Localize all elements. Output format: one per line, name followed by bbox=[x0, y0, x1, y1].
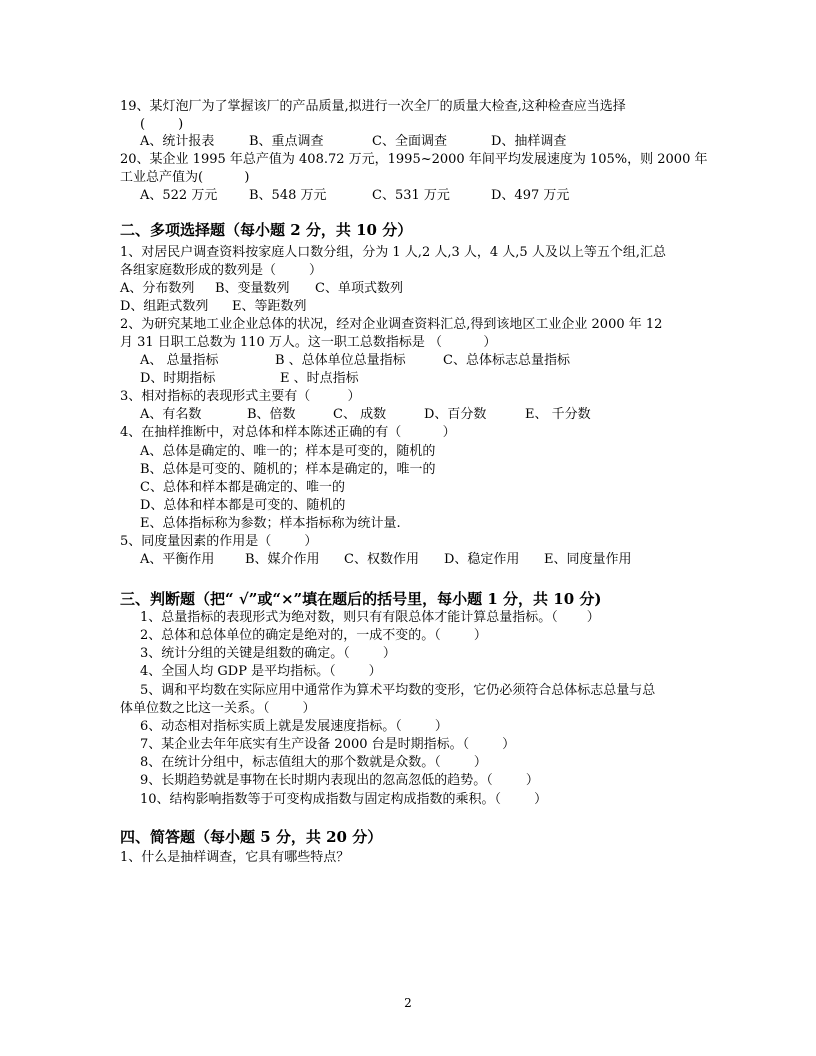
mq1-option-d: D、组距式数列 bbox=[120, 299, 209, 314]
q20-option-c: C、531 万元 bbox=[372, 188, 450, 203]
section-2-heading: 二、多项选择题（每小题 2 分，共 10 分） bbox=[120, 221, 413, 239]
mq4-option-d: D、总体和样本都是可变的、随机的 bbox=[140, 498, 346, 513]
q19-answer-blank: ( ) bbox=[140, 117, 184, 132]
q19-option-b: B、重点调查 bbox=[249, 134, 324, 149]
tf-item-4: 4、全国人均 GDP 是平均指标。（ ） bbox=[140, 664, 382, 679]
q20-text: 20、某企业 1995 年总产值为 408.72 万元，1995~2000 年间平均发展速度为 105%，则 2000 年 bbox=[120, 152, 708, 167]
mq4-option-c: C、总体和样本都是确定的、唯一的 bbox=[140, 480, 345, 495]
tf-item-10: 10、结构影响指数等于可变构成指数与固定构成指数的乘积。（ ） bbox=[140, 792, 548, 807]
q20-option-d: D、497 万元 bbox=[491, 188, 570, 203]
mq3-option-d: D、百分数 bbox=[424, 407, 487, 422]
q20-option-a: A、522 万元 bbox=[140, 188, 218, 203]
mq2-option-c: C、总体标志总量指标 bbox=[443, 353, 570, 368]
mq4-option-e: E、总体指标称为参数；样本指标称为统计量. bbox=[140, 516, 401, 531]
mq2-text: 2、为研究某地工业企业总体的状况，经对企业调查资料汇总,得到该地区工业企业 2000 年 12 bbox=[120, 317, 663, 332]
tf-item-3: 3、统计分组的关键是组数的确定。（ ） bbox=[140, 646, 396, 661]
mq2-option-d: D、时期指标 bbox=[140, 371, 216, 386]
mq3-option-b: B、倍数 bbox=[247, 407, 296, 422]
tf-item-8: 8、在统计分组中，标志值组大的那个数就是众数。（ ） bbox=[140, 755, 487, 770]
mq1-option-c: C、单项式数列 bbox=[315, 281, 403, 296]
mq1-option-a: A、分布数列 bbox=[120, 281, 195, 296]
tf-item-2: 2、总体和总体单位的确定是绝对的，一成不变的。（ ） bbox=[140, 628, 487, 643]
mq4-option-a: A、总体是确定的、唯一的；样本是可变的，随机的 bbox=[140, 444, 436, 459]
mq2-option-e: E 、时点指标 bbox=[280, 371, 359, 386]
mq5-option-e: E、同度量作用 bbox=[544, 552, 632, 567]
mq2-option-b: B 、总体单位总量指标 bbox=[275, 353, 406, 368]
q19-text: 19、某灯泡厂为了掌握该厂的产品质量,拟进行一次全厂的质量大检查,这种检查应当选择 bbox=[120, 99, 626, 114]
mq5-option-c: C、权数作用 bbox=[344, 552, 419, 567]
mq3-text: 3、相对指标的表现形式主要有（ ） bbox=[120, 389, 361, 404]
tf-item-9: 9、长期趋势就是事物在长时期内表现出的忽高忽低的趋势。（ ） bbox=[140, 773, 539, 788]
mq4-text: 4、在抽样推断中，对总体和样本陈述正确的有（ ） bbox=[120, 425, 456, 440]
mq3-option-e: E、 千分数 bbox=[525, 407, 591, 422]
mq4-option-b: B、总体是可变的、随机的；样本是确定的，唯一的 bbox=[140, 462, 436, 477]
mq2-text-cont: 月 31 日职工总数为 110 万人。这一职工总数指标是 （ ） bbox=[120, 335, 497, 350]
tf-item-5-cont: 体单位数之比这一关系。（ ） bbox=[120, 701, 316, 716]
mq5-option-a: A、平衡作用 bbox=[140, 552, 215, 567]
mq5-text: 5、同度量因素的作用是（ ） bbox=[120, 534, 318, 549]
mq3-option-c: C、 成数 bbox=[333, 407, 387, 422]
mq3-option-a: A、有名数 bbox=[140, 407, 202, 422]
mq2-option-a: A、 总量指标 bbox=[140, 353, 219, 368]
tf-item-7: 7、某企业去年年底实有生产设备 2000 台是时期指标。（ ） bbox=[140, 737, 516, 752]
mq1-text-cont: 各组家庭数形成的数列是（ ） bbox=[120, 263, 323, 278]
sa-question-1: 1、什么是抽样调查，它具有哪些特点？ bbox=[120, 850, 350, 865]
tf-item-5: 5、调和平均数在实际应用中通常作为算术平均数的变形，它仍必须符合总体标志总量与总 bbox=[140, 683, 656, 698]
mq1-option-b: B、变量数列 bbox=[215, 281, 290, 296]
mq5-option-b: B、媒介作用 bbox=[245, 552, 320, 567]
mq5-option-d: D、稳定作用 bbox=[444, 552, 520, 567]
q19-option-d: D、抽样调查 bbox=[491, 134, 567, 149]
mq1-text: 1、对居民户调查资料按家庭人口数分组，分为 1 人,2 人,3 人，4 人,5 人及以上等五个组,汇总 bbox=[120, 245, 666, 260]
q20-text-cont: 工业总产值为( ) bbox=[120, 170, 250, 185]
section-3-heading: 三、判断题（把“ √”或“×”填在题后的括号里，每小题 1 分，共 10 分) bbox=[120, 590, 602, 608]
page-number: 2 bbox=[404, 996, 412, 1010]
tf-item-1: 1、总量指标的表现形式为绝对数，则只有有限总体才能计算总量指标。（ ） bbox=[140, 610, 600, 625]
q19-option-a: A、统计报表 bbox=[140, 134, 215, 149]
mq1-option-e: E、等距数列 bbox=[232, 299, 307, 314]
section-4-heading: 四、简答题（每小题 5 分，共 20 分） bbox=[120, 828, 383, 846]
q19-option-c: C、全面调查 bbox=[372, 134, 447, 149]
q20-option-b: B、548 万元 bbox=[249, 188, 327, 203]
tf-item-6: 6、动态相对指标实质上就是发展速度指标。（ ） bbox=[140, 719, 448, 734]
